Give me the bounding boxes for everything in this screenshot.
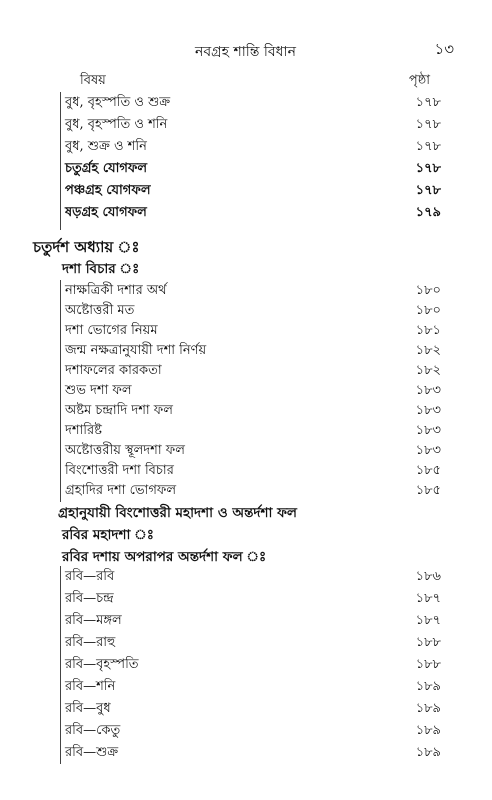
toc-entry-page: ১৮১: [415, 323, 441, 338]
toc-entry: [61, 742, 441, 764]
section-subtitle: দশা বিচার ঃ: [62, 261, 140, 277]
column-subject: বিষয়: [80, 73, 106, 88]
toc-entry-page: ১৮৮: [415, 635, 441, 650]
toc-entry-label: শুভ দশা ফল: [65, 383, 132, 398]
toc-entry: [61, 280, 441, 302]
toc-entry-label: অষ্টোত্তরীয় স্থূলদশা ফল: [65, 443, 185, 458]
toc-entry-label: রবি—শনি: [65, 679, 116, 694]
toc-entry: [61, 300, 441, 322]
toc-entry: [61, 460, 441, 482]
toc-entry: [61, 632, 441, 654]
toc-entry-page: ১৮৮: [415, 657, 441, 672]
toc-entry-label: অষ্টোত্তরী মত: [65, 303, 135, 318]
toc-entry: [61, 588, 441, 610]
toc-entry-page: ১৮৯: [415, 701, 441, 716]
toc-entry-label: রবি—কেতু: [65, 723, 121, 738]
toc-entry-page: ১৮৬: [415, 569, 441, 584]
toc-entry-label: পঞ্চগ্রহ যোগফল: [65, 183, 151, 198]
toc-entry-page: ১৮৯: [415, 723, 441, 738]
toc-entry-page: ১৮০: [415, 303, 441, 318]
toc-entry-page: ১৮৩: [415, 423, 441, 438]
toc-entry: [61, 136, 441, 158]
toc-entry-label: বুধ, শুক্র ও শনি: [65, 139, 147, 154]
toc-entry-label: রবি—রবি: [65, 569, 115, 584]
toc-entry: [61, 114, 441, 136]
toc-entry-label: বুধ, বৃহস্পতি ও শুক্র: [65, 95, 171, 110]
page-number: ১৩: [434, 40, 454, 58]
toc-entry-page: ১৮৩: [415, 443, 441, 458]
toc-entry-label: দশাফলের কারকতা: [65, 363, 162, 378]
toc-entry-page: ১৭৯: [415, 205, 441, 220]
toc-entry-page: ১৮৫: [415, 483, 441, 498]
running-title: নবগ্রহ শান্তি বিধান: [195, 44, 296, 60]
toc-entry-page: ১৮০: [415, 283, 441, 298]
toc-entry: [61, 654, 441, 676]
running-header: [0, 40, 492, 62]
toc-entry-label: রবি—বুধ: [65, 701, 111, 716]
toc-entry-label: ষড়গ্রহ যোগফল: [65, 205, 147, 220]
toc-entry-page: ১৮৩: [415, 403, 441, 418]
toc-entry-label: বুধ, বৃহস্পতি ও শনি: [65, 117, 168, 132]
toc-entry: [61, 420, 441, 442]
toc-entry-label: অষ্টম চন্দ্রাদি দশা ফল: [65, 403, 173, 418]
toc-entry: [61, 676, 441, 698]
toc-entry-page: ১৮২: [415, 343, 441, 358]
toc-entry-page: ১৭৮: [415, 183, 441, 198]
mahadasha-heading: গ্রহানুযায়ী বিংশোত্তরী মহাদশা ও অন্তর্দশা ফল: [58, 505, 297, 521]
toc-entry: [61, 400, 441, 422]
toc-entry-page: ১৮৩: [415, 383, 441, 398]
toc-entry: [61, 158, 441, 180]
column-page: পৃষ্ঠা: [408, 73, 430, 88]
toc-entry-page: ১৮৯: [415, 679, 441, 694]
toc-entry-label: রবি—চন্দ্র: [65, 591, 114, 606]
toc-entry-page: ১৮৯: [415, 745, 441, 760]
toc-entry: [61, 360, 441, 382]
toc-entry-page: ১৭৮: [415, 95, 441, 110]
toc-entry: [61, 566, 441, 588]
toc-entry: [61, 720, 441, 742]
toc-entry: [61, 202, 441, 224]
toc-entry-page: ১৭৮: [415, 161, 441, 176]
toc-entry-label: রবি—মঙ্গল: [65, 613, 122, 628]
toc-entry-page: ১৮৭: [415, 591, 441, 606]
toc-entry-label: দশা ভোগের নিয়ম: [65, 323, 158, 338]
toc-entry: [61, 340, 441, 362]
column-header-row: [62, 70, 440, 92]
toc-entry: [61, 92, 441, 114]
toc-entry: [61, 380, 441, 402]
toc-entry: [61, 610, 441, 632]
toc-entry: [61, 180, 441, 202]
top-entries: [60, 92, 443, 230]
toc-entry-label: জন্ম নক্ষত্রানুযায়ী দশা নির্ণয়: [65, 343, 207, 358]
rabi-entries: [60, 566, 443, 764]
toc-entry-label: গ্রহাদির দশা ভোগফল: [65, 483, 177, 498]
dasha-entries: [60, 280, 443, 502]
toc-entry-page: ১৮৭: [415, 613, 441, 628]
rabi-antardasha-heading: রবির দশায় অপরাপর অন্তর্দশা ফল ঃ: [62, 549, 267, 565]
chapter-title: চতুর্দশ অধ্যায় ঃ: [33, 238, 140, 256]
toc-entry: [61, 698, 441, 720]
toc-entry-label: দশারিষ্ট: [65, 423, 102, 438]
toc-entry-page: ১৮৫: [415, 463, 441, 478]
toc-entry-page: ১৭৮: [415, 139, 441, 154]
toc-entry-page: ১৮২: [415, 363, 441, 378]
toc-entry-label: বিংশোত্তরী দশা বিচার: [65, 463, 174, 478]
toc-entry: [61, 440, 441, 462]
toc-entry-label: রবি—শুক্র: [65, 745, 119, 760]
toc-entry-label: চতুর্গ্রহ যোগফল: [65, 161, 148, 176]
rabi-mahadasha-heading: রবির মহাদশা ঃ: [62, 527, 155, 543]
toc-entry: [61, 320, 441, 342]
toc-entry-label: রবি—বৃহস্পতি: [65, 657, 139, 672]
toc-entry-label: রবি—রাহু: [65, 635, 116, 650]
toc-entry-page: ১৭৮: [415, 117, 441, 132]
toc-entry-label: নাক্ষত্রিকী দশার অর্থ: [65, 283, 167, 298]
toc-entry: [61, 480, 441, 502]
